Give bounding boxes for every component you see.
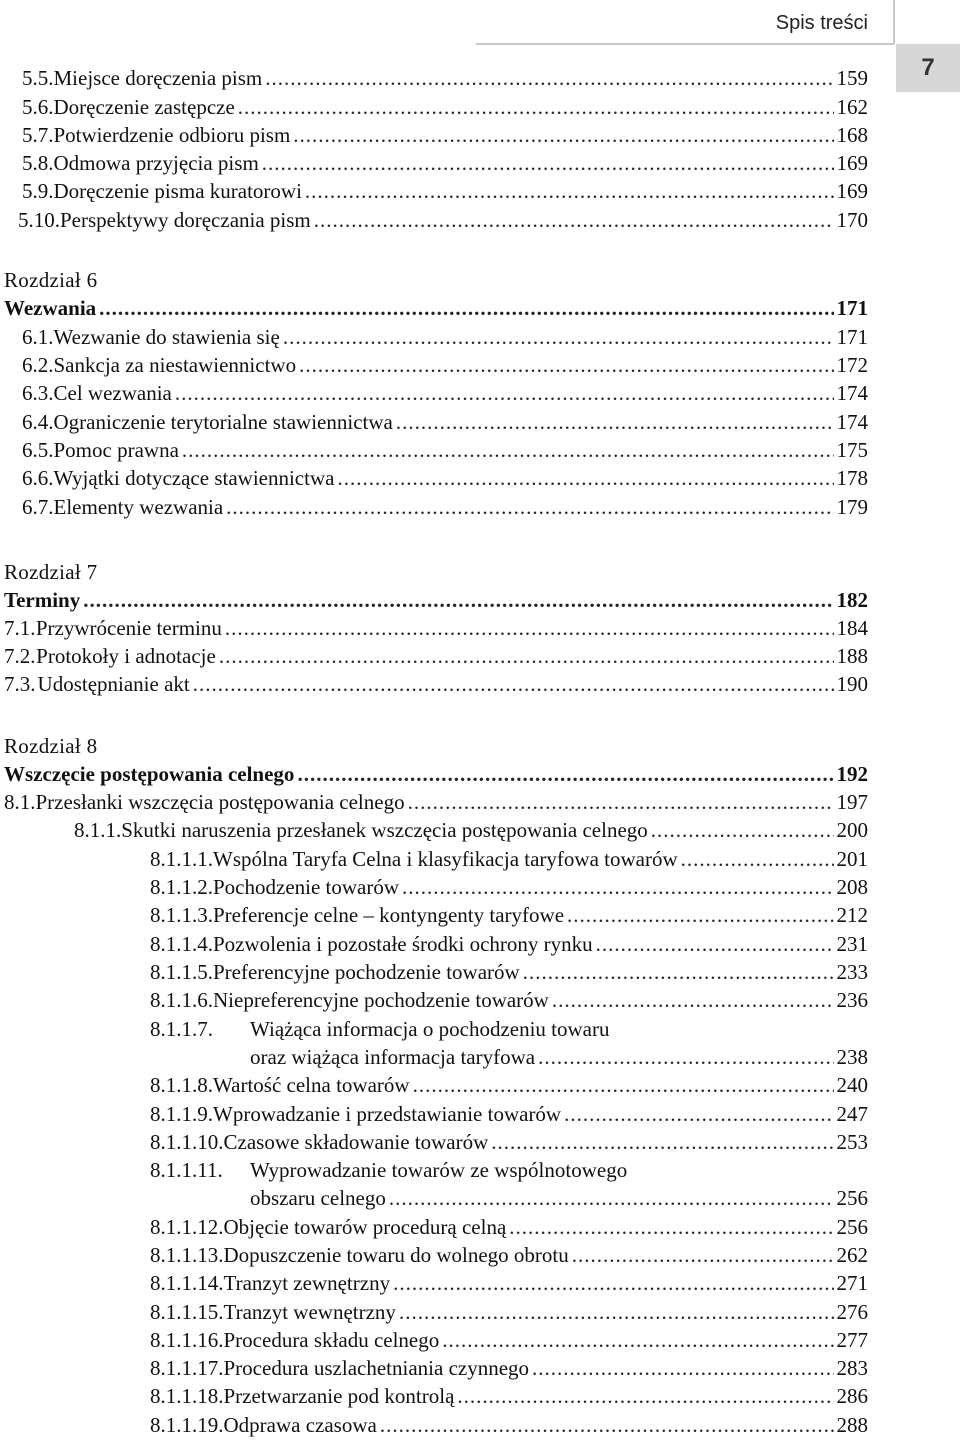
toc-entry-page: 162: [836, 95, 868, 119]
toc-entry[interactable]: [4, 762, 868, 790]
toc-entry-title: Czasowe składowanie towarów: [223, 1130, 489, 1154]
toc-entry[interactable]: [4, 644, 868, 672]
dot-leader: [393, 1271, 833, 1296]
toc-entry-number: 8.1.1.18.: [150, 1384, 224, 1408]
toc-entry[interactable]: [150, 1102, 868, 1130]
toc-entry-title: Tranzyt zewnętrzny: [223, 1271, 391, 1295]
toc-entry-title: Preferencyjne pochodzenie towarów: [213, 960, 520, 984]
dot-leader: [413, 1073, 834, 1098]
toc-entry-title: Doręczenie zastępcze: [53, 95, 235, 119]
toc-entry-title: Ograniczenie terytorialne stawiennictwa: [53, 410, 393, 434]
toc-entry-number: 8.1.1.4.: [150, 932, 213, 956]
header-rule: [476, 43, 894, 45]
toc-entry-page: 192: [836, 762, 868, 786]
dot-leader: [314, 208, 834, 233]
toc-entry[interactable]: [22, 179, 868, 207]
toc-entry[interactable]: [150, 847, 868, 875]
toc-entry-number: 8.1.1.2.: [150, 875, 213, 899]
dot-leader: [596, 932, 834, 957]
toc-entry[interactable]: [22, 410, 868, 438]
toc-entry-page: 238: [836, 1045, 868, 1069]
toc-entry[interactable]: [150, 1300, 868, 1328]
toc-entry-title: Preferencje celne – kontyngenty taryfowe: [213, 903, 565, 927]
dot-leader: [380, 1413, 834, 1438]
toc-entry-number: 8.1.1.12.: [150, 1215, 224, 1239]
dot-leader: [442, 1328, 833, 1353]
toc-entry-page: 231: [836, 932, 868, 956]
dot-leader: [408, 790, 834, 815]
toc-entry-title: Odmowa przyjęcia pism: [53, 151, 259, 175]
dot-leader: [262, 151, 834, 176]
toc-entry-title: Miejsce doręczenia pism: [53, 66, 263, 90]
toc-entry-number: 8.1.1.1.: [150, 847, 213, 871]
toc-entry-page: 236: [836, 988, 868, 1012]
toc-entry-number: 5.5.: [22, 66, 54, 90]
toc-entry[interactable]: [150, 1243, 868, 1271]
dot-leader: [182, 438, 834, 463]
chapter-7-label: Rozdział 7: [4, 560, 98, 584]
dot-leader: [491, 1130, 833, 1155]
toc-entry-line: [150, 1017, 609, 1045]
toc-entry-title: Pochodzenie towarów: [213, 875, 400, 899]
toc-entry-page: 240: [836, 1073, 868, 1097]
toc-entry-title: Wezwania: [4, 296, 97, 320]
toc-entry-number: 6.6.: [22, 466, 54, 490]
toc-entry-title: Przywrócenie terminu: [35, 616, 222, 640]
toc-entry[interactable]: [4, 672, 868, 700]
toc-entry[interactable]: [250, 1045, 868, 1073]
toc-entry-title: Cel wezwania: [53, 381, 172, 405]
toc-entry[interactable]: [150, 988, 868, 1016]
toc-entry-title: Procedura uszlachetniania czynnego: [223, 1356, 530, 1380]
toc-entry-page: 179: [836, 495, 868, 519]
toc-entry-title: Wyjątki dotyczące stawiennictwa: [53, 466, 335, 490]
dot-leader: [572, 1243, 834, 1268]
toc-entry-number: 6.3.: [22, 381, 54, 405]
toc-entry[interactable]: [18, 208, 868, 236]
toc-entry-page: 174: [836, 381, 868, 405]
dot-leader: [457, 1384, 833, 1409]
toc-entry-page: 159: [836, 66, 868, 90]
toc-entry-page: 190: [836, 672, 868, 696]
toc-entry-page: 276: [836, 1300, 868, 1324]
toc-entry-page: 188: [836, 644, 868, 668]
toc-entry-number: 8.1.1.11.: [150, 1158, 223, 1182]
dot-leader: [226, 495, 833, 520]
toc-entry[interactable]: [22, 438, 868, 466]
toc-entry-number: 8.1.: [4, 790, 36, 814]
chapter-6-label: Rozdział 6: [4, 268, 98, 292]
toc-entry-page: 253: [836, 1130, 868, 1154]
toc-entry-page: 256: [836, 1215, 868, 1239]
toc-entry[interactable]: [150, 1073, 868, 1101]
toc-entry-title: Sankcja za niestawiennictwo: [53, 353, 297, 377]
toc-entry-title: Wspólna Taryfa Celna i klasyfikacja taryfowa towarów: [213, 847, 678, 871]
toc-entry-number: 8.1.1.: [74, 818, 122, 842]
dot-leader: [567, 903, 833, 928]
toc-entry-number: 6.1.: [22, 325, 54, 349]
toc-entry-title: Pomoc prawna: [53, 438, 179, 462]
toc-entry-page: 286: [836, 1384, 868, 1408]
dot-leader: [297, 762, 833, 787]
dot-leader: [225, 616, 834, 641]
toc-entry-title: Wiążąca informacja o pochodzeniu towaru: [250, 1017, 610, 1041]
toc-entry[interactable]: [150, 1215, 868, 1243]
toc-entry-title: Wartość celna towarów: [213, 1073, 410, 1097]
page-number: 7: [921, 54, 935, 81]
toc-entry-title: oraz wiążąca informacja taryfowa: [250, 1045, 536, 1069]
toc-entry[interactable]: [22, 466, 868, 494]
toc-entry-number: 8.1.1.7.: [150, 1017, 213, 1041]
toc-entry-page: 283: [836, 1356, 868, 1380]
toc-entry-title: Udostępnianie akt: [37, 672, 190, 696]
dot-leader: [265, 66, 833, 91]
chapter-8-label: Rozdział 8: [4, 734, 98, 758]
dot-leader: [651, 818, 834, 843]
toc-entry[interactable]: [22, 123, 868, 151]
toc-entry-page: 212: [836, 903, 868, 927]
dot-leader: [305, 179, 834, 204]
toc-entry[interactable]: [22, 325, 868, 353]
toc-entry[interactable]: [4, 588, 868, 616]
dot-leader: [538, 1045, 833, 1070]
toc-entry[interactable]: [4, 296, 868, 324]
toc-entry-title: Wyprowadzanie towarów ze wspólnotowego: [250, 1158, 628, 1182]
toc-entry-number: 8.1.1.9.: [150, 1102, 213, 1126]
toc-entry-page: 288: [836, 1413, 868, 1437]
toc-entry-title: Potwierdzenie odbioru pism: [53, 123, 291, 147]
toc-entry[interactable]: [22, 381, 868, 409]
toc-entry-number: 5.6.: [22, 95, 54, 119]
toc-entry-page: 208: [836, 875, 868, 899]
toc-entry-number: 5.7.: [22, 123, 54, 147]
dot-leader: [337, 466, 833, 491]
dot-leader: [564, 1102, 833, 1127]
toc-entry[interactable]: [150, 1356, 868, 1384]
toc-entry-title: Niepreferencyjne pochodzenie towarów: [213, 988, 549, 1012]
toc-entry[interactable]: [150, 960, 868, 988]
dot-leader: [399, 1300, 834, 1325]
toc-entry-number: 8.1.1.3.: [150, 903, 213, 927]
toc-entry-page: 201: [836, 847, 868, 871]
toc-entry[interactable]: [150, 1384, 868, 1412]
toc-entry[interactable]: [74, 818, 868, 846]
toc-entry-number: 7.2.: [4, 644, 36, 668]
toc-entry-page: 233: [836, 960, 868, 984]
dot-leader: [552, 988, 834, 1013]
toc-entry-page: 182: [836, 588, 868, 612]
toc-entry-number: 8.1.1.17.: [150, 1356, 224, 1380]
toc-entry-line: [150, 1158, 627, 1186]
toc-entry-page: 184: [836, 616, 868, 640]
toc-entry[interactable]: [22, 495, 868, 523]
toc-entry-number: 8.1.1.6.: [150, 988, 213, 1012]
toc-entry-number: 8.1.1.19.: [150, 1413, 224, 1437]
toc-entry-page: 256: [836, 1186, 868, 1210]
toc-entry-title: Procedura składu celnego: [223, 1328, 440, 1352]
dot-leader: [175, 381, 834, 406]
toc-entry-page: 175: [836, 438, 868, 462]
toc-entry-number: 5.9.: [22, 179, 54, 203]
dot-leader: [396, 410, 834, 435]
toc-entry-number: 8.1.1.14.: [150, 1271, 224, 1295]
dot-leader: [532, 1356, 833, 1381]
toc-entry-title: Wprowadzanie i przedstawianie towarów: [213, 1102, 562, 1126]
dot-leader: [299, 353, 833, 378]
dot-leader: [99, 296, 833, 321]
dot-leader: [83, 588, 833, 613]
dot-leader: [293, 123, 833, 148]
dot-leader: [523, 960, 834, 985]
header-vertical-rule: [893, 0, 895, 44]
toc-entry-title: Przesłanki wszczęcia postępowania celnego: [35, 790, 405, 814]
toc-entry-page: 178: [836, 466, 868, 490]
toc-entry-number: 7.1.: [4, 616, 36, 640]
toc-entry[interactable]: [150, 1413, 868, 1441]
toc-entry-page: 247: [836, 1102, 868, 1126]
toc-entry-page: 277: [836, 1328, 868, 1352]
toc-entry-title: Terminy: [4, 588, 81, 612]
toc-entry-number: 6.7.: [22, 495, 54, 519]
toc-entry[interactable]: [150, 1271, 868, 1299]
toc-entry-title: Doręczenie pisma kuratorowi: [53, 179, 302, 203]
toc-entry-number: 6.5.: [22, 438, 54, 462]
running-header-title: Spis treści: [775, 12, 868, 34]
toc-entry-page: 170: [836, 208, 868, 232]
toc-entry-number: 5.8.: [22, 151, 54, 175]
dot-leader: [219, 644, 834, 669]
toc-entry-page: 172: [836, 353, 868, 377]
toc-entry-page: 200: [836, 818, 868, 842]
dot-leader: [509, 1215, 833, 1240]
toc-entry-number: 5.10.: [18, 208, 60, 232]
toc-entry[interactable]: [250, 1186, 868, 1214]
toc-entry-page: 262: [836, 1243, 868, 1267]
toc-entry-page: 169: [836, 179, 868, 203]
toc-entry[interactable]: [150, 875, 868, 903]
toc-entry-title: Tranzyt wewnętrzny: [223, 1300, 396, 1324]
toc-entry-title: Skutki naruszenia przesłanek wszczęcia postępowania celnego: [121, 818, 648, 842]
toc-entry-page: 171: [836, 325, 868, 349]
toc-entry-title: Dopuszczenie towaru do wolnego obrotu: [223, 1243, 569, 1267]
toc-entry-title: Perspektywy doręczania pism: [60, 208, 311, 232]
toc-entry-title: Objęcie towarów procedurą celną: [223, 1215, 507, 1239]
dot-leader: [238, 95, 834, 120]
dot-leader: [283, 325, 834, 350]
toc-entry-page: 271: [836, 1271, 868, 1295]
toc-entry[interactable]: [4, 616, 868, 644]
toc-entry-page: 169: [836, 151, 868, 175]
toc-entry-number: 8.1.1.13.: [150, 1243, 224, 1267]
toc-entry[interactable]: [22, 95, 868, 123]
toc-entry[interactable]: [4, 790, 868, 818]
dot-leader: [193, 672, 834, 697]
toc-entry-title: Odprawa czasowa: [223, 1413, 377, 1437]
toc-entry[interactable]: [150, 903, 868, 931]
toc-entry-number: 8.1.1.10.: [150, 1130, 224, 1154]
toc-entry-page: 168: [836, 123, 868, 147]
toc-entry[interactable]: [150, 1130, 868, 1158]
toc-entry[interactable]: [22, 353, 868, 381]
toc-entry-page: 171: [836, 296, 868, 320]
toc-entry-number: 6.4.: [22, 410, 54, 434]
toc-entry-title: Protokoły i adnotacje: [36, 644, 216, 668]
dot-leader: [402, 875, 833, 900]
toc-entry-page: 174: [836, 410, 868, 434]
page-number-tab: [896, 44, 960, 92]
toc-entry-number: 8.1.1.8.: [150, 1073, 213, 1097]
toc-entry[interactable]: [22, 151, 868, 179]
toc-entry-number: 8.1.1.16.: [150, 1328, 224, 1352]
toc-entry-title: Przetwarzanie pod kontrolą: [223, 1384, 455, 1408]
toc-entry-title: Wszczęcie postępowania celnego: [4, 762, 295, 786]
toc-entry-title: Elementy wezwania: [53, 495, 224, 519]
toc-entry-number: 7.3.: [4, 672, 36, 696]
toc-entry-title: Wezwanie do stawienia się: [53, 325, 280, 349]
toc-entry[interactable]: [150, 932, 868, 960]
toc-entry-number: 8.1.1.5.: [150, 960, 213, 984]
toc-entry[interactable]: [150, 1328, 868, 1356]
toc-entry-title: obszaru celnego: [250, 1186, 386, 1210]
toc-entry[interactable]: [22, 66, 868, 94]
toc-entry-title: Pozwolenia i pozostałe środki ochrony rynku: [213, 932, 593, 956]
toc-entry-number: 6.2.: [22, 353, 54, 377]
dot-leader: [681, 847, 834, 872]
toc-entry-number: 8.1.1.15.: [150, 1300, 224, 1324]
dot-leader: [389, 1186, 834, 1211]
toc-entry-page: 197: [836, 790, 868, 814]
